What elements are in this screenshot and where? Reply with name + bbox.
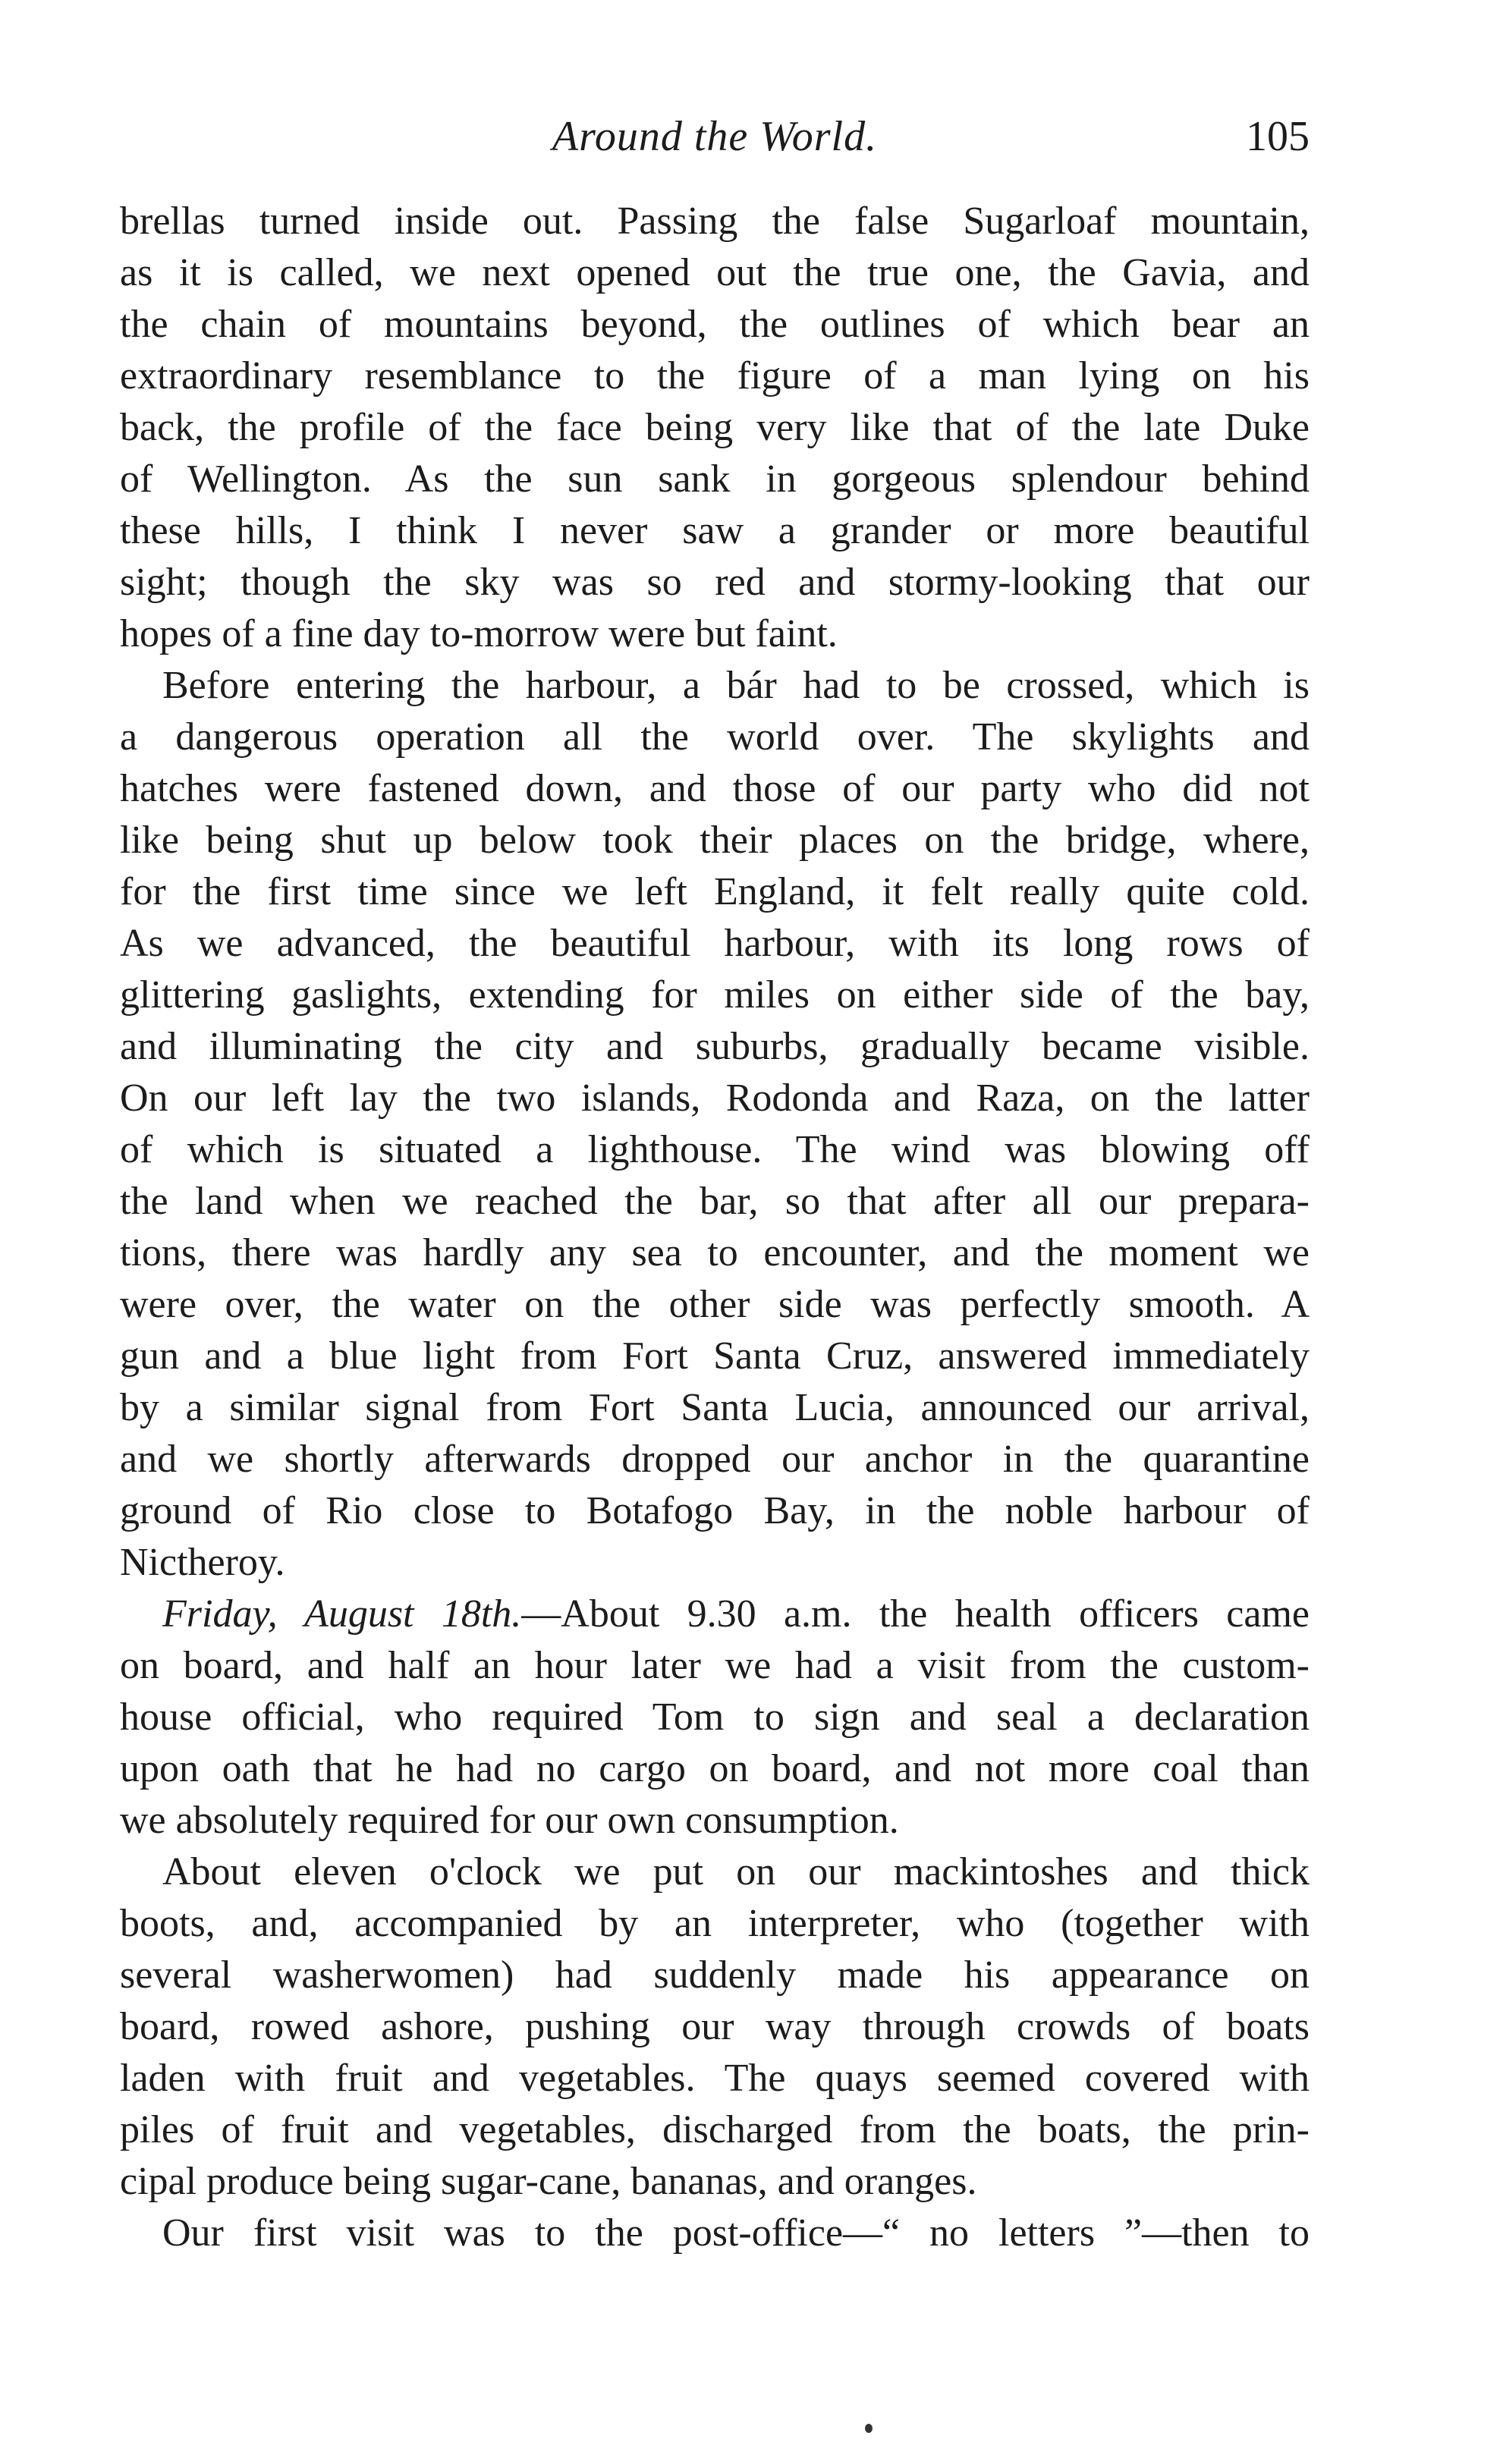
text-line: and illuminating the city and suburbs, gradually became visible. [120, 1025, 1310, 1068]
text-line: we absolutely required for our own consumption. [120, 1799, 899, 1842]
entry-text: —About 9.30 a.m. the health officers came [521, 1592, 1310, 1636]
text-line: board, rowed ashore, pushing our way through crowds of boats [120, 2005, 1310, 2048]
text-line: On our left lay the two islands, Rodonda and Raza, on the latter [120, 1076, 1310, 1120]
text-line: of Wellington. As the sun sank in gorgeous splendour behind [120, 457, 1310, 501]
printer-mark [865, 2424, 873, 2433]
text-line: boots, and, accompanied by an interpreter, who (together with [120, 1902, 1310, 1945]
text-line: like being shut up below took their places on the bridge, where, [120, 819, 1310, 862]
entry-date: Friday, August 18th. [162, 1592, 522, 1636]
text-line: by a similar signal from Fort Santa Lucia, announced our arrival, [120, 1386, 1310, 1429]
text-line: and we shortly afterwards dropped our anchor in the quarantine [120, 1438, 1310, 1481]
text-line: these hills, I think I never saw a grander or more beautiful [120, 509, 1310, 552]
text-line: glittering gaslights, extending for miles on either side of the bay, [120, 973, 1310, 1017]
text-line: for the first time since we left England, it felt really quite cold. [120, 870, 1310, 913]
text-line: hatches were fastened down, and those of our party who did not [120, 767, 1310, 810]
text-line: of which is situated a lighthouse. The wind was blowing off [120, 1128, 1310, 1171]
text-line: back, the profile of the face being very like that of the late Duke [120, 406, 1310, 449]
running-title: Around the World. [552, 113, 878, 160]
text-line: Our first visit was to the post-office—“ no letters ”—then to [162, 2211, 1310, 2255]
text-line: brellas turned inside out. Passing the false Sugarloaf mountain, [120, 200, 1310, 243]
text-line: hopes of a fine day to-morrow were but faint. [120, 612, 838, 655]
text-line: on board, and half an hour later we had a visit from the custom- [120, 1644, 1310, 1687]
text-line: laden with fruit and vegetables. The quays seemed covered with [120, 2057, 1310, 2100]
text-line: as it is called, we next opened out the true one, the Gavia, and [120, 251, 1310, 294]
text-line: gun and a blue light from Fort Santa Cruz, answered immediately [120, 1334, 1310, 1378]
text-line: extraordinary resemblance to the figure of a man lying on his [120, 354, 1310, 398]
text-line: were over, the water on the other side was perfectly smooth. A [120, 1283, 1310, 1326]
text-line: tions, there was hardly any sea to encounter, and the moment we [120, 1231, 1310, 1274]
body-text [120, 196, 1310, 2259]
text-line: As we advanced, the beautiful harbour, with its long rows of [120, 922, 1310, 965]
text-line: a dangerous operation all the world over. The skylights and [120, 715, 1310, 759]
text-line: house official, who required Tom to sign and seal a declaration [120, 1696, 1310, 1739]
text-line: ground of Rio close to Botafogo Bay, in the noble harbour of [120, 1489, 1310, 1532]
text-line: sight; though the sky was so red and stormy-looking that our [120, 561, 1310, 604]
text-line: Before entering the harbour, a bár had to be crossed, which is [162, 664, 1310, 707]
text-line: upon oath that he had no cargo on board, and not more coal than [120, 1747, 1310, 1790]
text-line: the chain of mountains beyond, the outlines of which bear an [120, 303, 1310, 346]
page-number: 105 [1246, 113, 1310, 160]
text-line: piles of fruit and vegetables, discharged from the boats, the prin- [120, 2108, 1310, 2151]
page-header [120, 106, 1310, 167]
text-line: Nictheroy. [120, 1541, 285, 1584]
text-line: the land when we reached the bar, so that after all our prepara- [120, 1180, 1310, 1223]
text-line: cipal produce being sugar-cane, bananas, and oranges. [120, 2160, 977, 2203]
text-line [120, 1589, 1310, 1640]
text-line: several washerwomen) had suddenly made his appearance on [120, 1953, 1310, 1997]
text-line: About eleven o'clock we put on our mackintoshes and thick [162, 1850, 1310, 1894]
